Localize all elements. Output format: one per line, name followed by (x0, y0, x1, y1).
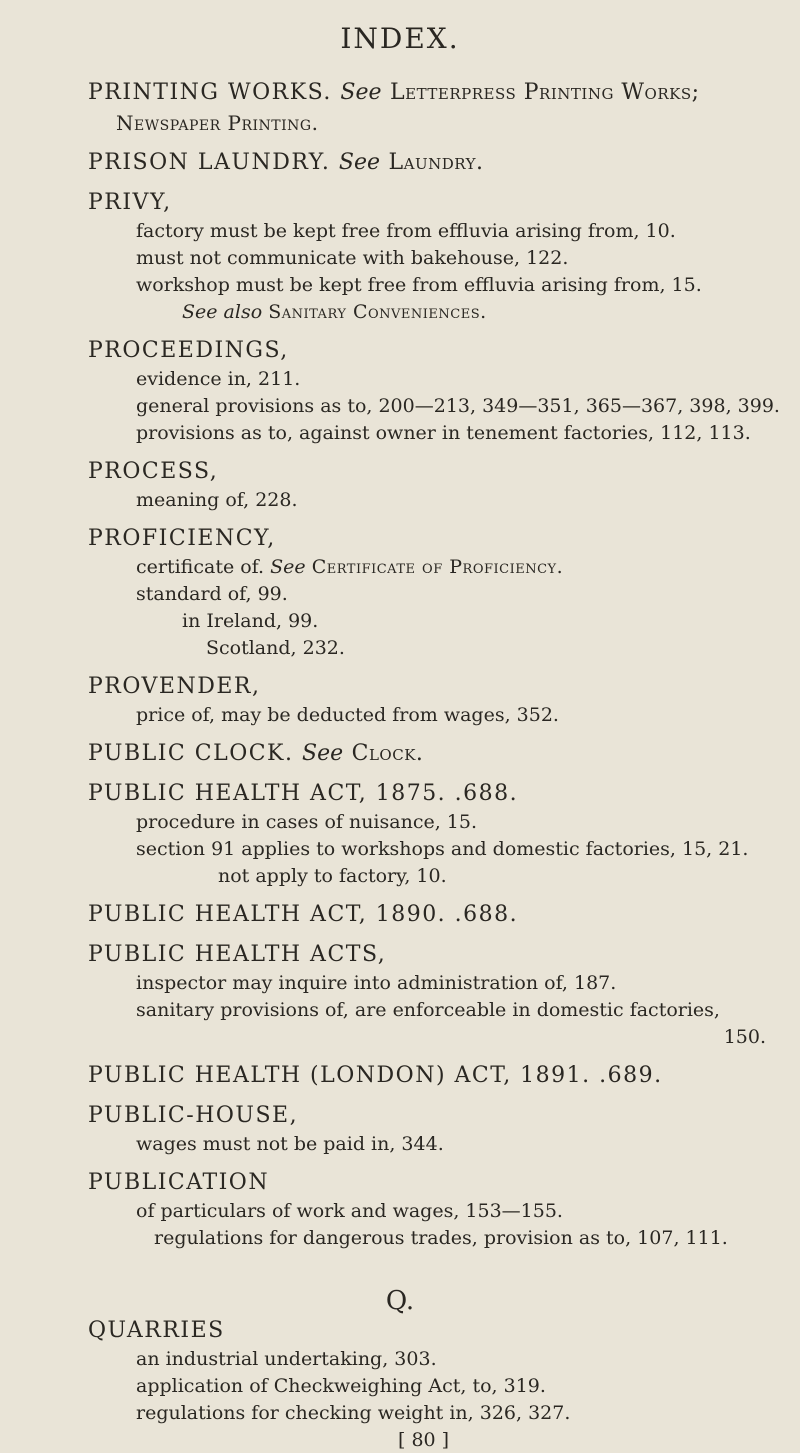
cross-reference: Clock. (351, 741, 424, 766)
see-label: See (302, 741, 344, 766)
subentry-continued: 150. (723, 1026, 766, 1048)
subentry: standard of, 99. (136, 583, 288, 605)
subentry: sanitary provisions of, are enforceable in domestic factories, (136, 999, 720, 1021)
entry-term: PROVENDER, (88, 674, 261, 699)
entry-term: PUBLIC CLOCK. (88, 741, 294, 766)
entry-process (88, 457, 780, 514)
subentry: factory must be kept free from effluvia arising from, 10. (136, 220, 676, 242)
entry-quarries (88, 1316, 780, 1427)
cross-reference: Certificate of Proficiency. (311, 556, 564, 578)
subentry: inspector may inquire into administration of, 187. (136, 972, 617, 994)
subentry: certificate of. (136, 556, 265, 578)
subentry: application of Checkweighing Act, to, 319. (136, 1375, 546, 1397)
entry-publication (88, 1168, 780, 1252)
subentry: regulations for dangerous trades, provision as to, 107, 111. (154, 1227, 728, 1249)
entry-term: PUBLICATION (88, 1170, 270, 1195)
subentry: price of, may be deducted from wages, 352. (136, 704, 559, 726)
entry-term: PUBLIC HEALTH ACTS, (88, 942, 387, 967)
entry-public-house (88, 1101, 780, 1158)
entry-proficiency (88, 524, 780, 662)
subentry: workshop must be kept free from effluvia arising from, 15. (136, 274, 702, 296)
subentry: wages must not be paid in, 344. (136, 1133, 444, 1155)
entry-term: PRIVY, (88, 190, 172, 215)
entry-term: PUBLIC-HOUSE, (88, 1103, 299, 1128)
entry-public-health-act-1875 (88, 779, 780, 890)
entry-printing-works (88, 78, 780, 138)
page-number: [ 80 ] (398, 1429, 450, 1451)
entry-proceedings (88, 336, 780, 447)
subentry: an industrial undertaking, 303. (136, 1348, 437, 1370)
index-entries (88, 78, 780, 1453)
section-letter: Q. (385, 1286, 415, 1316)
entry-provender (88, 672, 780, 729)
cross-reference: Sanitary Conveniences. (268, 301, 487, 323)
cross-reference: Letterpress Printing Works; (390, 80, 700, 105)
see-label: See (338, 150, 381, 175)
see-label: See (270, 556, 306, 578)
cross-reference-continued: Newspaper Printing. (116, 111, 319, 135)
entry-prison-laundry (88, 148, 780, 178)
subentry: regulations for checking weight in, 326, 327. (136, 1402, 571, 1424)
subentry: not apply to factory, 10. (218, 865, 447, 887)
entry-term: PROCEEDINGS, (88, 338, 289, 363)
entry-term: PUBLIC HEALTH ACT, 1875. .688. (88, 781, 519, 806)
entry-term: QUARRIES (88, 1318, 225, 1343)
subentry: of particulars of work and wages, 153—155. (136, 1200, 563, 1222)
entry-term: PRINTING WORKS. (88, 80, 332, 105)
entry-public-health-acts (88, 940, 780, 1051)
subentry: in Ireland, 99. (182, 610, 319, 632)
see-label: See (340, 80, 382, 105)
subentry: Scotland, 232. (206, 637, 345, 659)
entry-public-health-london-act (88, 1061, 780, 1091)
subentry: must not communicate with bakehouse, 122. (136, 247, 569, 269)
entry-public-clock (88, 739, 780, 769)
subentry: general provisions as to, 200—213, 349—351, 365—367, 398, 399. (136, 395, 780, 417)
entry-privy (88, 188, 780, 326)
subentry: section 91 applies to workshops and domestic factories, 15, 21. (136, 838, 749, 860)
entry-term: PUBLIC HEALTH (LONDON) ACT, 1891. .689. (88, 1063, 663, 1088)
subentry: meaning of, 228. (136, 489, 298, 511)
entry-public-health-act-1890 (88, 900, 780, 930)
page-header: INDEX. (340, 22, 460, 55)
entry-term: PRISON LAUNDRY. (88, 150, 331, 175)
subentry: provisions as to, against owner in tenement factories, 112, 113. (136, 422, 751, 444)
see-also-label: See also (182, 301, 263, 323)
entry-term: PUBLIC HEALTH ACT, 1890. .688. (88, 902, 519, 927)
entry-term: PROCESS, (88, 459, 219, 484)
subentry: procedure in cases of nuisance, 15. (136, 811, 477, 833)
entry-term: PROFICIENCY, (88, 526, 276, 551)
subentry: evidence in, 211. (136, 368, 301, 390)
cross-reference: Laundry. (388, 150, 484, 175)
